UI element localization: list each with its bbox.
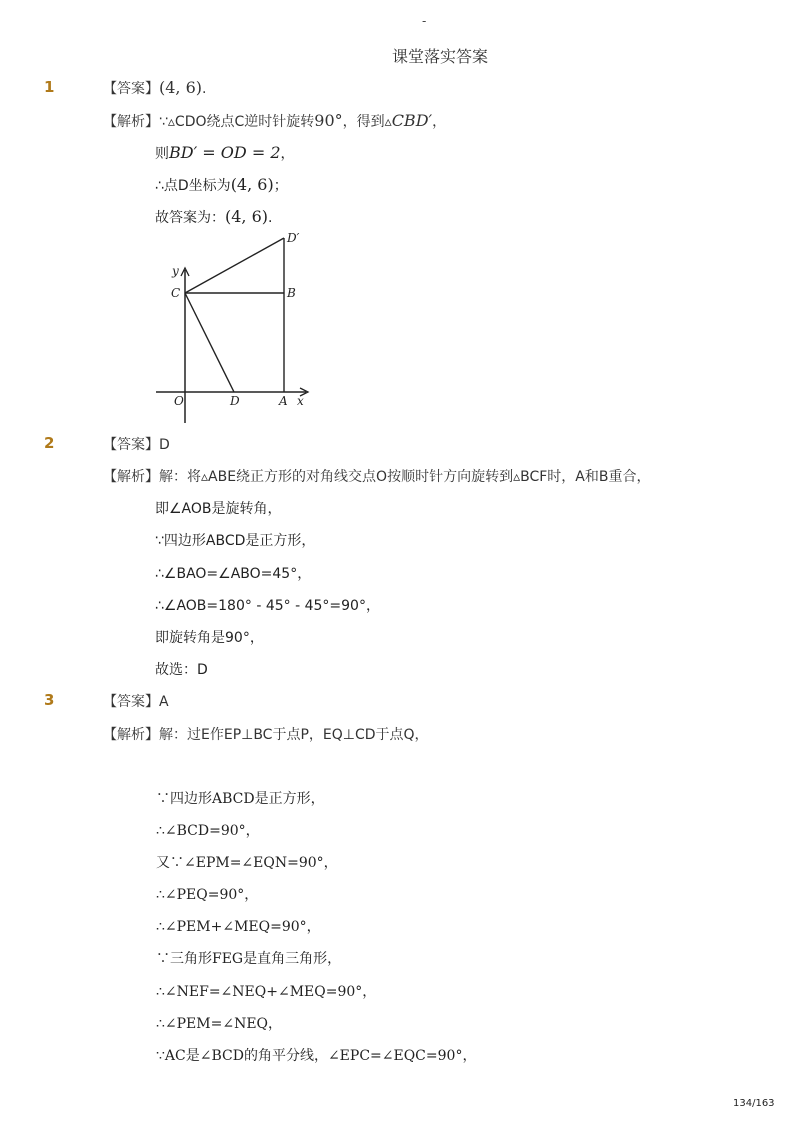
math-segment: 90° [314,111,343,130]
q2-analysis-line-2: 即∠AOB是旋转角， [155,501,282,517]
question-number-3: 3 [44,691,55,709]
q2-analysis-line-6: 即旋转角是90°， [155,630,264,646]
q3-analysis-line-6: ∴∠PEM+∠MEQ=90°， [156,919,321,935]
coordinate-figure [150,228,320,428]
q1-analysis-line-4 [155,207,272,227]
q2-answer [103,434,170,454]
q1-analysis-line-2 [155,143,295,163]
answer-tag: 【答案】 [103,694,159,710]
text-segment: ； [273,178,288,194]
text-segment: ∵▵CDO绕点C逆时针旋转 [159,114,315,130]
text-segment: 故答案为： [155,210,225,226]
question-number-1: 1 [44,78,55,96]
page-title: 课堂落实答案 [391,47,488,66]
label-x: x [297,394,304,408]
q3-answer [103,691,169,711]
q3-analysis-line-8: ∴∠NEF=∠NEQ+∠MEQ=90°， [156,984,377,1000]
answer-value: A [159,694,169,710]
q2-analysis-line-4: ∴∠BAO=∠ABO=45°， [155,566,312,582]
q3-analysis-line-9: ∴∠PEM=∠NEQ， [156,1016,283,1032]
segment-CDprime [185,238,284,293]
page-number: 134/163 [733,1098,775,1109]
header-dash: - [422,14,427,28]
q2-analysis-line-5: ∴∠AOB=180° - 45° - 45°=90°， [155,598,380,614]
text-segment: . [268,210,273,226]
math-segment: BD′ = OD = 2 [169,143,281,162]
math-segment: (4, 6) [230,175,274,194]
text-segment: ，得到▵ [342,114,392,130]
q1-answer [103,78,206,98]
label-y: y [172,264,179,278]
label-D: D [230,394,240,408]
q1-analysis-line-1 [103,111,446,131]
label-B: B [287,286,296,300]
q2-analysis-line-7: 故选：D [155,662,208,678]
answer-end: . [202,81,207,97]
q2-analysis-line-1 [103,466,650,486]
text-segment: 解：过E作EP⊥BC于点P，EQ⊥CD于点Q， [159,727,429,743]
segment-CD [185,293,234,392]
label-A: A [279,394,288,408]
analysis-tag: 【解析】 [103,727,159,743]
label-O: O [174,394,184,408]
q3-analysis-line-10: ∵AC是∠BCD的角平分线，∠EPC=∠EQC=90°， [156,1048,477,1064]
q1-analysis-line-3 [155,175,288,195]
math-segment: CBD′ [391,111,433,130]
q3-analysis-line-3: ∴∠BCD=90°， [156,823,260,839]
text-segment: ， [432,114,447,130]
text-segment: 则 [155,146,169,162]
math-segment: (4, 6) [225,207,269,226]
analysis-tag: 【解析】 [103,114,159,130]
analysis-tag: 【解析】 [103,469,159,485]
text-segment: ∴点D坐标为 [155,178,231,194]
text-segment: 解：将▵ABE绕正方形的对角线交点O按顺时针方向旋转到▵BCF时，A和B重合， [159,469,651,485]
answer-value: (4, 6) [159,78,203,97]
label-C: C [171,286,181,300]
q3-analysis-line-5: ∴∠PEQ=90°， [156,887,259,903]
q3-analysis-line-7: ∵三角形FEG是直角三角形， [156,951,342,967]
question-number-2: 2 [44,434,55,452]
text-segment: ， [280,146,295,162]
answer-tag: 【答案】 [103,437,159,453]
q3-analysis-line-2: ∵四边形ABCD是正方形， [156,791,325,807]
q3-analysis-line-1 [103,724,429,744]
q3-analysis-line-4: 又∵∠EPM=∠EQN=90°， [156,855,338,871]
label-D-prime: D′ [287,231,300,245]
q2-analysis-line-3: ∵四边形ABCD是正方形， [155,533,316,549]
answer-tag: 【答案】 [103,81,159,97]
answer-value: D [159,437,170,453]
